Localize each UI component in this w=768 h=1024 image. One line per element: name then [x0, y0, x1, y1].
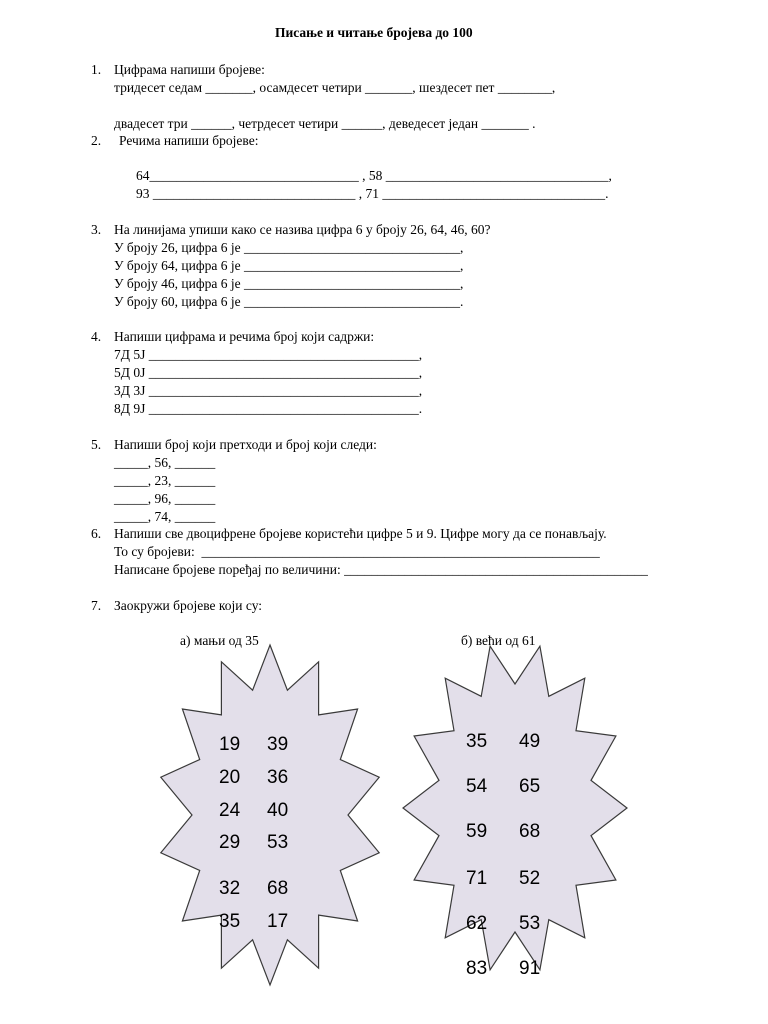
number-b[interactable]: 71 [466, 868, 488, 889]
q6-line-2: Написане бројеве поређај по величини: _____________________________________________ [114, 562, 648, 577]
q2-number: 2. [91, 133, 102, 148]
page-title: Писање и читање бројева до 100 [275, 25, 473, 40]
q1-heading: Цифрама напиши бројеве: [114, 62, 265, 77]
number-b[interactable]: 49 [519, 731, 541, 752]
number-a[interactable]: 40 [267, 800, 289, 821]
q5-heading: Напиши број који претходи и број који следи: [114, 437, 377, 452]
q5-line: _____, 96, ______ [114, 491, 216, 506]
q1-line-2: двадесет три ______, четрдесет четири ______, деведесет један _______ . [114, 116, 536, 131]
number-b[interactable]: 65 [519, 776, 541, 797]
number-b[interactable]: 83 [466, 958, 488, 979]
q3-line: У броју 64, цифра 6 је ________________________________, [114, 258, 464, 273]
q4-line: 3Д 3Ј ________________________________________, [114, 383, 423, 398]
star-shape-b [400, 640, 630, 980]
q5-number: 5. [91, 437, 102, 452]
q3-line: У броју 46, цифра 6 је ________________________________, [114, 276, 464, 291]
number-a[interactable]: 36 [267, 767, 289, 788]
q2-line-1: 64_______________________________ , 58 _________________________________, [136, 168, 612, 183]
q3-heading: На линијама упиши како се назива цифра 6 у броју 26, 64, 46, 60? [114, 222, 491, 237]
number-b[interactable]: 52 [519, 868, 541, 889]
q7-label-b: б) већи од 61 [461, 633, 536, 648]
number-a[interactable]: 35 [219, 911, 241, 932]
number-b[interactable]: 53 [519, 913, 541, 934]
q3-number: 3. [91, 222, 102, 237]
q5-line: _____, 23, ______ [114, 473, 216, 488]
q4-line: 5Д 0Ј ________________________________________, [114, 365, 423, 380]
q4-line: 8Д 9Ј ________________________________________. [114, 401, 423, 416]
star-b-outline [403, 646, 627, 970]
q2-heading: Речима напиши бројеве: [119, 133, 259, 148]
q4-line: 7Д 5Ј ________________________________________, [114, 347, 423, 362]
q6-line-1: То су бројеви: ___________________________________________________________ [114, 544, 600, 559]
q7-heading: Заокружи бројеве који су: [114, 598, 263, 613]
number-b[interactable]: 59 [466, 821, 488, 842]
number-b[interactable]: 62 [466, 913, 488, 934]
number-a[interactable]: 17 [267, 911, 289, 932]
number-b[interactable]: 68 [519, 821, 541, 842]
number-a[interactable]: 29 [219, 832, 241, 853]
q4-heading: Напиши цифрама и речима број који садржи: [114, 329, 375, 344]
q7-label-a: а) мањи од 35 [180, 633, 259, 648]
q5-line: _____, 56, ______ [114, 455, 216, 470]
number-a[interactable]: 32 [219, 878, 241, 899]
q1-line-1: тридесет седам _______, осамдесет четири _______, шездесет пет ________, [114, 80, 556, 95]
q3-line: У броју 60, цифра 6 је ________________________________. [114, 294, 464, 309]
number-b[interactable]: 91 [519, 958, 541, 979]
q1-number: 1. [91, 62, 102, 77]
number-a[interactable]: 39 [267, 734, 289, 755]
q4-number: 4. [91, 329, 102, 344]
number-a[interactable]: 20 [219, 767, 241, 788]
number-b[interactable]: 35 [466, 731, 488, 752]
q6-heading: Напиши све двоцифрене бројеве користећи цифре 5 и 9. Цифре могу да се понављају. [114, 526, 607, 541]
q2-line-2: 93 ______________________________ , 71 _________________________________. [136, 186, 609, 201]
q3-line: У броју 26, цифра 6 је ________________________________, [114, 240, 464, 255]
number-a[interactable]: 19 [219, 734, 241, 755]
q5-line: _____, 74, ______ [114, 509, 216, 524]
q6-number: 6. [91, 526, 102, 541]
number-a[interactable]: 53 [267, 832, 289, 853]
number-b[interactable]: 54 [466, 776, 488, 797]
number-a[interactable]: 24 [219, 800, 241, 821]
q7-number: 7. [91, 598, 102, 613]
number-a[interactable]: 68 [267, 878, 289, 899]
